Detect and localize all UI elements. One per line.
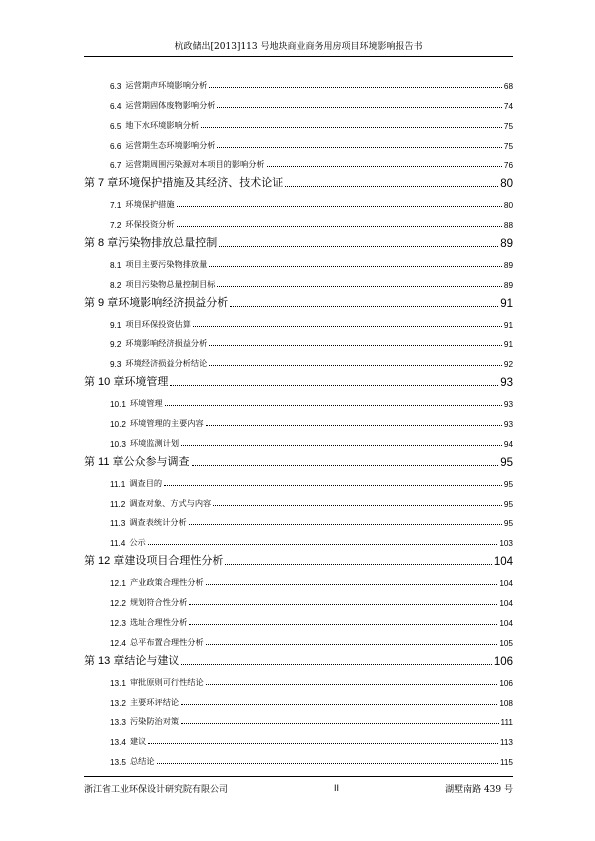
toc-entry-page: 75 — [503, 141, 513, 151]
toc-section-entry[interactable] — [84, 270, 513, 290]
toc-section-entry[interactable] — [84, 528, 513, 548]
toc-section-entry[interactable] — [84, 747, 513, 767]
toc-entry-title: 项目主要污染物排放量 — [125, 258, 208, 269]
toc-entry-page: 89 — [503, 280, 513, 290]
toc-entry-page: 91 — [503, 340, 513, 350]
toc-entry-number: 第 12 章 — [84, 555, 125, 568]
dot-leader — [209, 345, 502, 346]
toc-entry-title: 地下水环境影响分析 — [125, 119, 200, 130]
toc-section-entry[interactable] — [84, 131, 513, 151]
toc-entry-title: 公众参与调查 — [123, 454, 190, 468]
toc-section-entry[interactable] — [84, 509, 513, 529]
toc-entry-number: 6.3 — [110, 81, 122, 91]
toc-entry-number: 11.1 — [110, 479, 126, 489]
toc-entry-number: 13.2 — [110, 698, 126, 708]
toc-entry-page: 104 — [493, 556, 513, 569]
toc-entry-number: 11.3 — [110, 519, 126, 529]
toc-entry-title: 环境管理 — [129, 398, 163, 409]
toc-entry-page: 80 — [503, 201, 513, 211]
toc-entry-page: 91 — [500, 297, 513, 310]
toc-section-entry[interactable] — [84, 489, 513, 509]
dot-leader — [225, 564, 491, 565]
toc-entry-title: 总结论 — [129, 756, 155, 767]
toc-section-entry[interactable] — [84, 727, 513, 747]
toc-entry-number: 12.1 — [110, 579, 126, 589]
toc-entry-title: 污染物排放总量控制 — [118, 236, 218, 250]
toc-entry-page: 74 — [503, 101, 513, 111]
toc-entry-number: 10.1 — [110, 400, 126, 410]
toc-entry-title: 产业政策合理性分析 — [129, 577, 204, 588]
document-title: 杭政储出[2013]113 号地块商业商务用房项目环境影响报告书 — [174, 42, 423, 52]
toc-section-entry[interactable] — [84, 310, 513, 330]
dot-leader — [267, 166, 502, 167]
toc-entry-page: 95 — [503, 479, 513, 489]
toc-entry-title: 环境经济损益分析结论 — [125, 358, 208, 369]
dot-leader — [189, 524, 502, 525]
toc-entry-page: 113 — [499, 738, 513, 748]
toc-entry-page: 89 — [503, 260, 513, 270]
toc-entry-number: 8.2 — [110, 280, 122, 290]
dot-leader — [217, 147, 501, 148]
toc-entry-page: 115 — [499, 758, 513, 768]
dot-leader — [181, 664, 491, 665]
toc-entry-page: 91 — [503, 320, 513, 330]
dot-leader — [181, 723, 498, 724]
toc-section-entry[interactable] — [84, 151, 513, 171]
dot-leader — [230, 306, 498, 307]
dot-leader — [177, 226, 502, 227]
toc-entry-title: 环境影响经济损益分析 — [118, 295, 229, 309]
toc-entry-title: 运营期生态环境影响分析 — [125, 139, 216, 150]
toc-section-entry[interactable] — [84, 409, 513, 429]
dot-leader — [170, 385, 498, 386]
toc-entry-title: 运营期声环境影响分析 — [125, 79, 208, 90]
toc-chapter-entry[interactable] — [84, 170, 513, 190]
toc-section-entry[interactable] — [84, 91, 513, 111]
toc-entry-page: 95 — [503, 499, 513, 509]
toc-entry-page: 104 — [499, 618, 513, 628]
dot-leader — [206, 425, 502, 426]
toc-entry-number: 6.7 — [110, 161, 122, 171]
toc-section-entry[interactable] — [84, 588, 513, 608]
dot-leader — [209, 87, 502, 88]
dot-leader — [213, 505, 502, 506]
dot-leader — [206, 584, 498, 585]
toc-entry-title: 选址合理性分析 — [129, 616, 188, 627]
toc-entry-title: 环境影响经济损益分析 — [125, 338, 208, 349]
toc-section-entry[interactable] — [84, 429, 513, 449]
toc-entry-page: 94 — [503, 439, 513, 449]
toc-entry-number: 13.4 — [110, 738, 126, 748]
toc-entry-title: 公示 — [129, 537, 146, 548]
toc-entry-page: 95 — [503, 519, 513, 529]
toc-entry-number: 6.5 — [110, 121, 122, 131]
toc-chapter-entry[interactable] — [84, 369, 513, 389]
toc-entry-number: 12.4 — [110, 638, 126, 648]
dot-leader — [209, 266, 502, 267]
dot-leader — [217, 107, 501, 108]
toc-entry-number: 第 8 章 — [84, 237, 119, 250]
toc-entry-number: 11.2 — [110, 499, 126, 509]
dot-leader — [148, 544, 498, 545]
toc-chapter-entry[interactable] — [84, 548, 513, 568]
toc-section-entry[interactable] — [84, 568, 513, 588]
toc-entry-number: 7.2 — [110, 221, 122, 231]
toc-entry-title: 调查目的 — [129, 477, 163, 488]
toc-section-entry[interactable] — [84, 668, 513, 688]
toc-section-entry[interactable] — [84, 628, 513, 648]
toc-section-entry[interactable] — [84, 210, 513, 230]
page-header — [84, 40, 513, 57]
toc-entry-page: 93 — [503, 400, 513, 410]
toc-entry-page: 95 — [500, 456, 513, 469]
toc-entry-page: 93 — [500, 377, 513, 390]
toc-entry-title: 规划符合性分析 — [129, 597, 188, 608]
toc-entry-page: 93 — [503, 420, 513, 430]
toc-entry-page: 108 — [499, 698, 513, 708]
page-footer — [84, 776, 513, 797]
table-of-contents — [84, 71, 513, 767]
toc-entry-title: 运营期周围污染源对本项目的影响分析 — [125, 159, 265, 170]
toc-entry-number: 8.1 — [110, 260, 122, 270]
toc-entry-title: 环保投资分析 — [125, 219, 175, 230]
toc-chapter-entry[interactable] — [84, 290, 513, 310]
toc-section-entry[interactable] — [84, 250, 513, 270]
toc-entry-page: 75 — [503, 121, 513, 131]
toc-entry-title: 总平布置合理性分析 — [129, 636, 204, 647]
toc-entry-page: 92 — [503, 360, 513, 370]
toc-entry-number: 第 7 章 — [84, 177, 119, 190]
toc-entry-number: 13.1 — [110, 678, 126, 688]
toc-section-entry[interactable] — [84, 688, 513, 708]
dot-leader — [157, 763, 498, 764]
toc-section-entry[interactable] — [84, 708, 513, 728]
toc-section-entry[interactable] — [84, 389, 513, 409]
footer-company: 浙江省工业环保设计研究院有限公司 — [84, 784, 229, 795]
toc-entry-number: 13.3 — [110, 718, 126, 728]
toc-section-entry[interactable] — [84, 349, 513, 369]
toc-entry-number: 第 10 章 — [84, 376, 125, 389]
toc-entry-number: 第 9 章 — [84, 296, 119, 309]
toc-entry-number: 9.1 — [110, 320, 122, 330]
toc-entry-page: 106 — [499, 678, 513, 688]
dot-leader — [181, 445, 502, 446]
toc-entry-page: 104 — [499, 599, 513, 609]
toc-entry-title: 环境监测计划 — [129, 437, 180, 448]
toc-entry-page: 68 — [503, 81, 513, 91]
dot-leader — [201, 127, 502, 128]
toc-chapter-entry[interactable] — [84, 230, 513, 250]
dot-leader — [206, 684, 498, 685]
toc-entry-page: 88 — [503, 221, 513, 231]
dot-leader — [181, 704, 497, 705]
toc-section-entry[interactable] — [84, 330, 513, 350]
toc-entry-number: 11.4 — [110, 539, 126, 549]
toc-section-entry[interactable] — [84, 71, 513, 91]
toc-entry-number: 12.2 — [110, 599, 126, 609]
toc-section-entry[interactable] — [84, 190, 513, 210]
dot-leader — [209, 365, 502, 366]
toc-entry-number: 第 11 章 — [84, 455, 124, 468]
toc-entry-page: 105 — [499, 638, 513, 648]
toc-entry-number: 6.6 — [110, 141, 122, 151]
toc-section-entry[interactable] — [84, 111, 513, 131]
toc-entry-number: 9.3 — [110, 360, 122, 370]
toc-entry-number: 9.2 — [110, 340, 122, 350]
toc-entry-title: 调查对象、方式与内容 — [129, 497, 212, 508]
toc-section-entry[interactable] — [84, 469, 513, 489]
dot-leader — [164, 485, 502, 486]
toc-entry-title: 建设项目合理性分析 — [124, 554, 224, 568]
toc-entry-title: 环境管理的主要内容 — [129, 418, 204, 429]
toc-entry-number: 13.5 — [110, 758, 126, 768]
dot-leader — [148, 743, 498, 744]
toc-section-entry[interactable] — [84, 608, 513, 628]
toc-entry-title: 污染防治对策 — [129, 716, 180, 727]
toc-entry-title: 项目环保投资估算 — [125, 318, 191, 329]
toc-entry-number: 10.3 — [110, 439, 126, 449]
toc-entry-number: 12.3 — [110, 618, 126, 628]
dot-leader — [219, 246, 498, 247]
toc-entry-page: 106 — [493, 655, 513, 668]
toc-entry-number: 6.4 — [110, 101, 122, 111]
dot-leader — [285, 186, 498, 187]
toc-entry-title: 主要环评结论 — [129, 696, 180, 707]
toc-entry-number: 第 13 章 — [84, 654, 125, 667]
toc-entry-page: 80 — [500, 178, 513, 191]
dot-leader — [193, 326, 502, 327]
footer-page-number: II — [334, 783, 340, 793]
toc-chapter-entry[interactable] — [84, 449, 513, 469]
footer-address: 湖墅南路 439 号 — [445, 784, 513, 795]
dot-leader — [192, 465, 499, 466]
toc-entry-title: 环境保护措施及其经济、技术论证 — [118, 176, 284, 190]
toc-entry-title: 审批原则可行性结论 — [129, 676, 204, 687]
toc-entry-title: 建议 — [129, 736, 147, 747]
dot-leader — [189, 624, 497, 625]
dot-leader — [189, 604, 497, 605]
dot-leader — [206, 644, 498, 645]
toc-entry-number: 7.1 — [110, 201, 122, 211]
toc-entry-number: 10.2 — [110, 420, 126, 430]
toc-entry-title: 运营期固体废物影响分析 — [125, 99, 216, 110]
toc-entry-page: 111 — [500, 718, 513, 728]
toc-entry-page: 89 — [500, 238, 513, 251]
dot-leader — [177, 206, 502, 207]
dot-leader — [217, 286, 501, 287]
toc-entry-title: 环境管理 — [124, 375, 169, 389]
toc-entry-page: 103 — [499, 539, 513, 549]
toc-chapter-entry[interactable] — [84, 648, 513, 668]
toc-entry-page: 104 — [499, 579, 513, 589]
toc-entry-title: 调查表统计分析 — [129, 517, 187, 528]
toc-entry-title: 项目污染物总量控制目标 — [125, 278, 216, 289]
dot-leader — [165, 405, 502, 406]
toc-entry-title: 环境保护措施 — [125, 199, 175, 210]
toc-entry-title: 结论与建议 — [124, 653, 180, 667]
toc-entry-page: 76 — [503, 161, 513, 171]
